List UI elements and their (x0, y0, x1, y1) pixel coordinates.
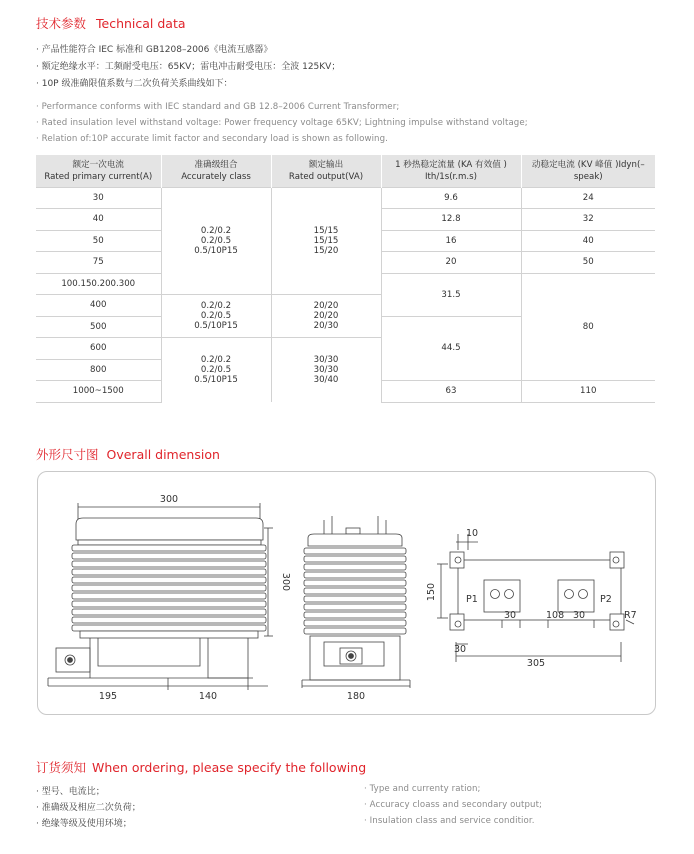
dimension-title (36, 445, 220, 463)
terminal-p2-label: P2 (600, 594, 612, 605)
header-rated-output: 额定输出 Rated output(VA) (271, 155, 381, 187)
dim-label: 150 (426, 582, 437, 602)
terminal-p1-label: P1 (466, 594, 478, 605)
ordering-item-zh: · 准确级及相应二次负荷； (36, 803, 141, 813)
cell-dynamic: 40 (521, 230, 655, 252)
table-row (36, 187, 655, 209)
ordering-title-zh: 订货须知 (36, 760, 87, 775)
cell-dynamic: 32 (521, 209, 655, 231)
dimension-title-en: Overall dimension (106, 447, 220, 462)
dim-label: 300 (159, 494, 179, 505)
cell-primary: 1000~1500 (36, 381, 161, 403)
dim-label: 140 (198, 691, 218, 702)
spec-en-line: · Rated insulation level withstand voltage: Power frequency voltage 65KV; Lightning impulse withstand voltage; (36, 118, 528, 128)
technical-title (36, 14, 186, 32)
cell-thermal: 44.5 (381, 316, 521, 381)
cell-thermal: 9.6 (381, 187, 521, 209)
cell-primary: 40 (36, 209, 161, 231)
header-thermal-current: 1 秒热稳定流量 (KA 有效值 ) Ith/1s(r.m.s) (381, 155, 521, 187)
cell-primary: 75 (36, 252, 161, 274)
dim-label: 305 (526, 658, 546, 669)
cell-class-group: 0.2/0.2 0.2/0.5 0.5/10P15 (161, 187, 271, 295)
ordering-item-en: · Type and currenty ration; (364, 784, 481, 794)
ordering-title (36, 758, 366, 776)
dim-label: 30 (573, 610, 586, 621)
cell-class-group: 0.2/0.2 0.2/0.5 0.5/10P15 (161, 338, 271, 403)
table-header-row (36, 155, 655, 187)
dim-label: 10 (466, 528, 479, 539)
dim-label: R7 (624, 610, 637, 621)
cell-primary: 800 (36, 359, 161, 381)
front-insulator-ribs (72, 545, 266, 631)
cell-thermal: 12.8 (381, 209, 521, 231)
dim-label: 30 (454, 644, 467, 655)
cell-thermal: 16 (381, 230, 521, 252)
cell-primary: 600 (36, 338, 161, 360)
cell-class-group: 0.2/0.2 0.2/0.5 0.5/10P15 (161, 295, 271, 338)
spec-zh-line: · 产品性能符合 IEC 标准和 GB1208–2006《电流互感器》 (36, 45, 273, 55)
spec-en-line: · Performance conforms with IEC standard and GB 12.8–2006 Current Transformer; (36, 102, 400, 112)
technical-data-table (36, 155, 655, 403)
cell-primary: 100.150.200.300 (36, 273, 161, 295)
cell-dynamic: 110 (521, 381, 655, 403)
ordering-item-en: · Accuracy cloass and secondary output; (364, 800, 543, 810)
spec-zh-line: · 额定绝缘水平：工频耐受电压：65KV；雷电冲击耐受电压：全波 125KV； (36, 62, 341, 72)
dim-label: 195 (98, 691, 118, 702)
cell-primary: 30 (36, 187, 161, 209)
cell-output-group: 15/15 15/15 15/20 (271, 187, 381, 295)
dim-label: 300 (280, 572, 291, 592)
terminal-p2-box (558, 580, 594, 612)
dimension-drawing (38, 472, 657, 716)
technical-title-zh: 技术参数 (36, 16, 87, 31)
header-primary-current: 额定一次电流 Rated primary current(A) (36, 155, 161, 187)
cell-thermal: 31.5 (381, 273, 521, 316)
cell-output-group: 20/20 20/20 20/30 (271, 295, 381, 338)
spec-zh-line: · 10P 级准确限值系数与二次负荷关系曲线如下： (36, 79, 233, 89)
side-insulator-ribs (304, 548, 406, 634)
cell-dynamic: 50 (521, 252, 655, 274)
ordering-title-en: When ordering, please specify the following (92, 760, 367, 775)
terminal-p1-box (484, 580, 520, 612)
ordering-item-en: · Insulation class and service conditior. (364, 816, 535, 826)
cell-dynamic: 24 (521, 187, 655, 209)
spec-en-line: · Relation of:10P accurate limit factor and secondary load is shown as following. (36, 134, 388, 144)
dim-label: 30 (504, 610, 517, 621)
side-view (302, 516, 410, 688)
dimension-drawing-frame (37, 471, 656, 715)
cell-primary: 500 (36, 316, 161, 338)
cell-output-group: 30/30 30/30 30/40 (271, 338, 381, 403)
cell-primary: 400 (36, 295, 161, 317)
cell-dynamic: 80 (521, 273, 655, 381)
header-accuracy-class: 准确级组合 Accurately class (161, 155, 271, 187)
ordering-item-zh: · 绝缘等级及使用环境； (36, 819, 132, 829)
front-view (48, 503, 273, 690)
dim-label: 108 (546, 610, 565, 621)
cell-primary: 50 (36, 230, 161, 252)
cell-thermal: 63 (381, 381, 521, 403)
dimension-title-zh: 外形尺寸图 (36, 447, 99, 462)
cell-thermal: 20 (381, 252, 521, 274)
top-outline (458, 560, 621, 620)
technical-title-en: Technical data (96, 16, 186, 31)
ordering-item-zh: · 型号、电流比； (36, 787, 105, 797)
dim-label: 180 (346, 691, 366, 702)
front-top-cap (76, 518, 263, 540)
header-dynamic-current: 动稳定电流 (KV 峰值 )Idyn(– speak) (521, 155, 655, 187)
